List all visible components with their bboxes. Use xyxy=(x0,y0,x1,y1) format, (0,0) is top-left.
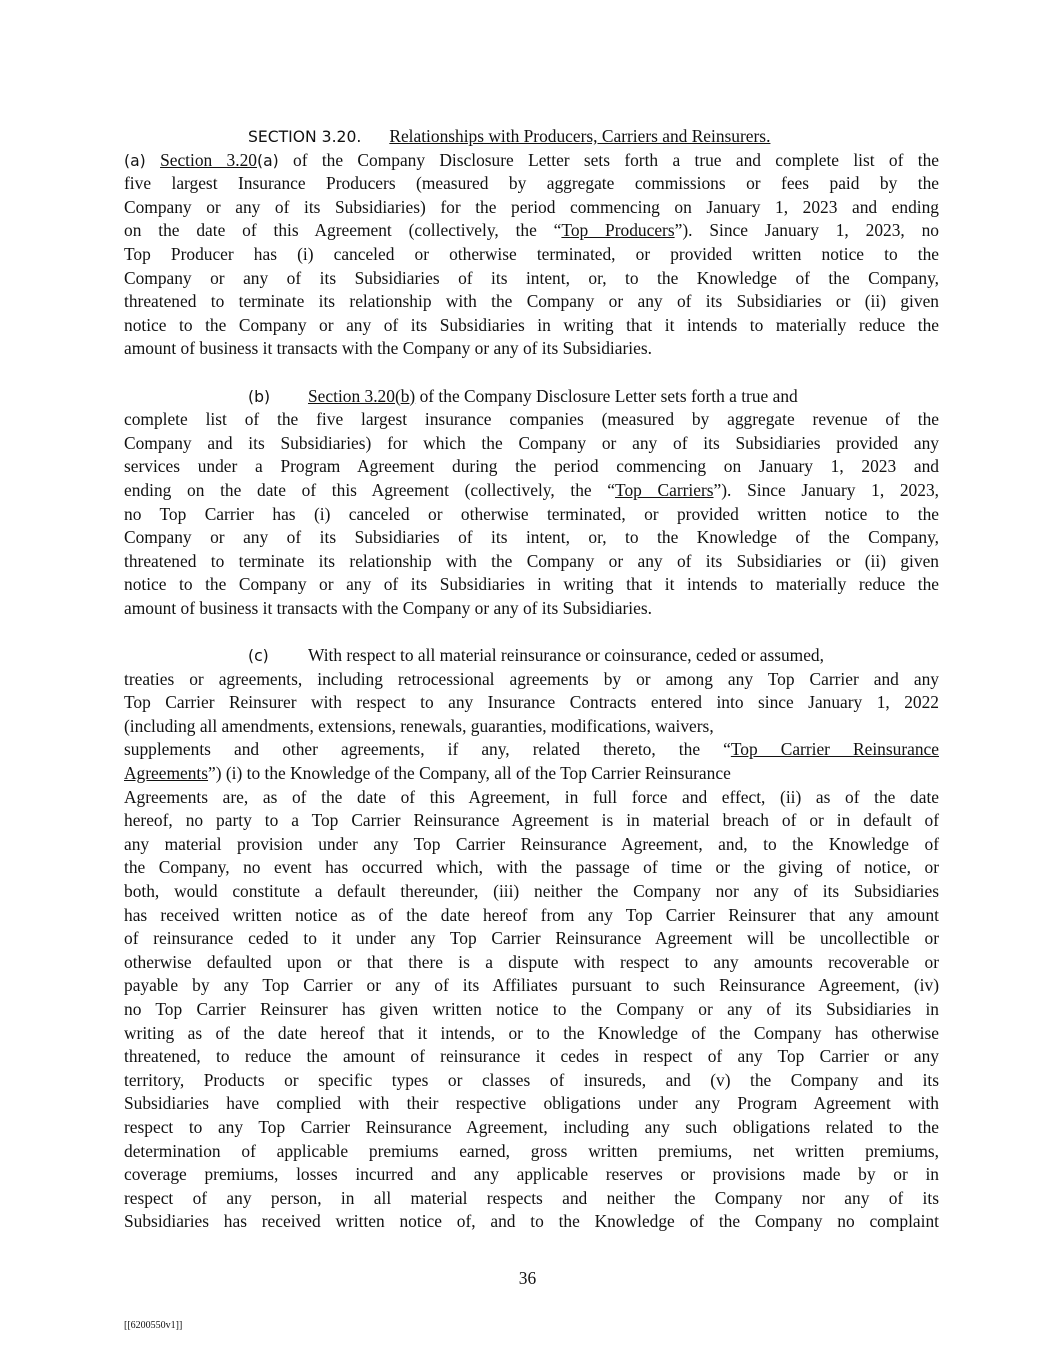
text-line: Top Producer has (i) canceled or otherwise terminated, or provided written notice to the xyxy=(124,243,939,264)
paragraph-marker: (c) xyxy=(248,647,269,666)
text-line: notice to the Company or any of its Subsidiaries in writing that it intends to materially reduce the xyxy=(124,314,939,335)
text-fragment: ending on the date of this Agreement (collectively, the “ xyxy=(124,479,616,500)
text-line: both, would constitute a default thereunder, (iii) neither the Company nor any of its Subsidiaries xyxy=(124,881,939,901)
text-fragment: on the date of this Agreement (collectively, the “ xyxy=(124,220,562,241)
text-line: services under a Program Agreement during the period commencing on January 1, 2023 and xyxy=(124,456,939,477)
paragraph-spacer xyxy=(124,361,939,385)
text-fragment: ”). Since January 1, 2023, no xyxy=(674,220,939,241)
text-line: payable by any Top Carrier or any of its Affiliates pursuant to such Reinsurance Agreement, (iv) xyxy=(124,975,939,996)
text-line: hereof, no party to a Top Carrier Reinsurance Agreement is in material breach of or in default of xyxy=(124,810,939,831)
text-fragment: of the Company Disclosure Letter sets forth a true and complete list of the xyxy=(278,149,939,170)
text-line: any material provision under any Top Carrier Reinsurance Agreement, and, to the Knowledge of xyxy=(124,833,939,854)
text-line xyxy=(124,479,939,503)
text-line: respect to any Top Carrier Reinsurance Agreement, including any such obligations related to the xyxy=(124,1116,939,1137)
text-line: threatened, to reduce the amount of reinsurance it cedes in respect of any Top Carrier or any xyxy=(124,1046,939,1067)
text-line: notice to the Company or any of its Subsidiaries in writing that it intends to materially reduce the xyxy=(124,574,939,595)
page-number: 36 xyxy=(518,1268,537,1288)
document-id: [[6200550v1]] xyxy=(124,1320,183,1331)
defined-term: Agreements xyxy=(124,763,209,784)
document-body xyxy=(124,125,939,1234)
text-line: Top Carrier Reinsurer with respect to any Insurance Contracts entered into since January 1, 2022 xyxy=(124,692,939,713)
text-line: the Company, no event has occurred which, with the passage of time or the giving of notice, or xyxy=(124,857,939,878)
text-line: has received written notice as of the date hereof from any Top Carrier Reinsurer that any amount xyxy=(124,904,939,925)
text-line: Company or any of its Subsidiaries of its intent, or, to the Knowledge of the Company, xyxy=(124,267,939,288)
cross-reference-suffix: (a) xyxy=(256,151,279,170)
cross-reference: Section 3.20(b) xyxy=(308,385,416,406)
text-line xyxy=(124,738,939,762)
text-line: amount of business it transacts with the Company or any of its Subsidiaries. xyxy=(124,597,652,618)
text-line xyxy=(124,219,939,243)
paragraph-a xyxy=(124,149,939,361)
text-fragment: of the Company Disclosure Letter sets forth a true and xyxy=(415,385,798,406)
text-line: (including all amendments, extensions, renewals, guaranties, modifications, waivers, xyxy=(124,715,714,736)
text-line: Agreements are, as of the date of this Agreement, in full force and effect, (ii) as of the date xyxy=(124,786,939,807)
text-line: Company or any of its Subsidiaries) for the period commencing on January 1, 2023 and ending xyxy=(124,196,939,217)
text-line xyxy=(124,762,939,786)
paragraph-marker: (a) xyxy=(124,151,146,170)
text-line xyxy=(124,644,939,668)
text-line: no Top Carrier Reinsurer has given written notice to the Company or any of its Subsidiaries in xyxy=(124,998,939,1019)
section-number: SECTION 3.20. xyxy=(248,128,362,146)
text-line xyxy=(124,385,939,409)
text-line: territory, Products or specific types or classes of insureds, and (v) the Company and its xyxy=(124,1069,939,1090)
paragraph-spacer xyxy=(124,620,939,644)
text-line: writing as of the date hereof that it intends, or to the Knowledge of the Company has otherwise xyxy=(124,1022,939,1043)
text-line: otherwise defaulted upon or that there is a dispute with respect to any amounts recoverable or xyxy=(124,951,939,972)
paragraph-b xyxy=(124,385,939,621)
text-line: Subsidiaries has received written notice of, and to the Knowledge of the Company no complaint xyxy=(124,1211,939,1232)
cross-reference: Section 3.20 xyxy=(160,149,257,170)
text-fragment: supplements and other agreements, if any, related thereto, the “ xyxy=(124,739,731,760)
text-line: respect of any person, in all material respects and neither the Company nor any of its xyxy=(124,1187,939,1208)
text-line xyxy=(124,149,939,173)
text-line: treaties or agreements, including retrocessional agreements by or among any Top Carrier and any xyxy=(124,668,939,689)
text-line: complete list of the five largest insurance companies (measured by aggregate revenue of the xyxy=(124,409,939,430)
text-line: threatened to terminate its relationship with the Company or any of its Subsidiaries or (ii) given xyxy=(124,291,939,312)
text-fragment: ”) (i) to the Knowledge of the Company, all of the Top Carrier Reinsurance xyxy=(208,763,731,784)
defined-term: Top Producers xyxy=(561,220,675,241)
text-line: Company and its Subsidiaries) for which the Company or any of its Subsidiaries provided any xyxy=(124,432,939,453)
defined-term: Top Carriers xyxy=(615,479,714,500)
defined-term: Top Carrier Reinsurance xyxy=(730,739,939,760)
paragraph-marker: (b) xyxy=(248,387,271,406)
text-line: of reinsurance ceded to it under any Top Carrier Reinsurance Agreement will be uncollectible or xyxy=(124,928,939,949)
text-line: five largest Insurance Producers (measured by aggregate commissions or fees paid by the xyxy=(124,173,939,194)
text-line: Subsidiaries have complied with their respective obligations under any Program Agreement with xyxy=(124,1093,939,1114)
text-line: coverage premiums, losses incurred and any applicable reserves or provisions made by or in xyxy=(124,1164,939,1185)
text-fragment: With respect to all material reinsurance or coinsurance, ceded or assumed, xyxy=(308,645,824,666)
text-line: Company or any of its Subsidiaries of its intent, or, to the Knowledge of the Company, xyxy=(124,527,939,548)
section-heading xyxy=(124,125,939,149)
text-line: determination of applicable premiums earned, gross written premiums, net written premiums, xyxy=(124,1140,939,1161)
text-line: no Top Carrier has (i) canceled or otherwise terminated, or provided written notice to the xyxy=(124,503,939,524)
text-fragment: ”). Since January 1, 2023, xyxy=(713,479,939,500)
text-line: threatened to terminate its relationship with the Company or any of its Subsidiaries or (ii) given xyxy=(124,550,939,571)
section-title: Relationships with Producers, Carriers and Reinsurers. xyxy=(389,126,771,146)
paragraph-c xyxy=(124,644,939,1234)
text-line: amount of business it transacts with the Company or any of its Subsidiaries. xyxy=(124,338,652,359)
